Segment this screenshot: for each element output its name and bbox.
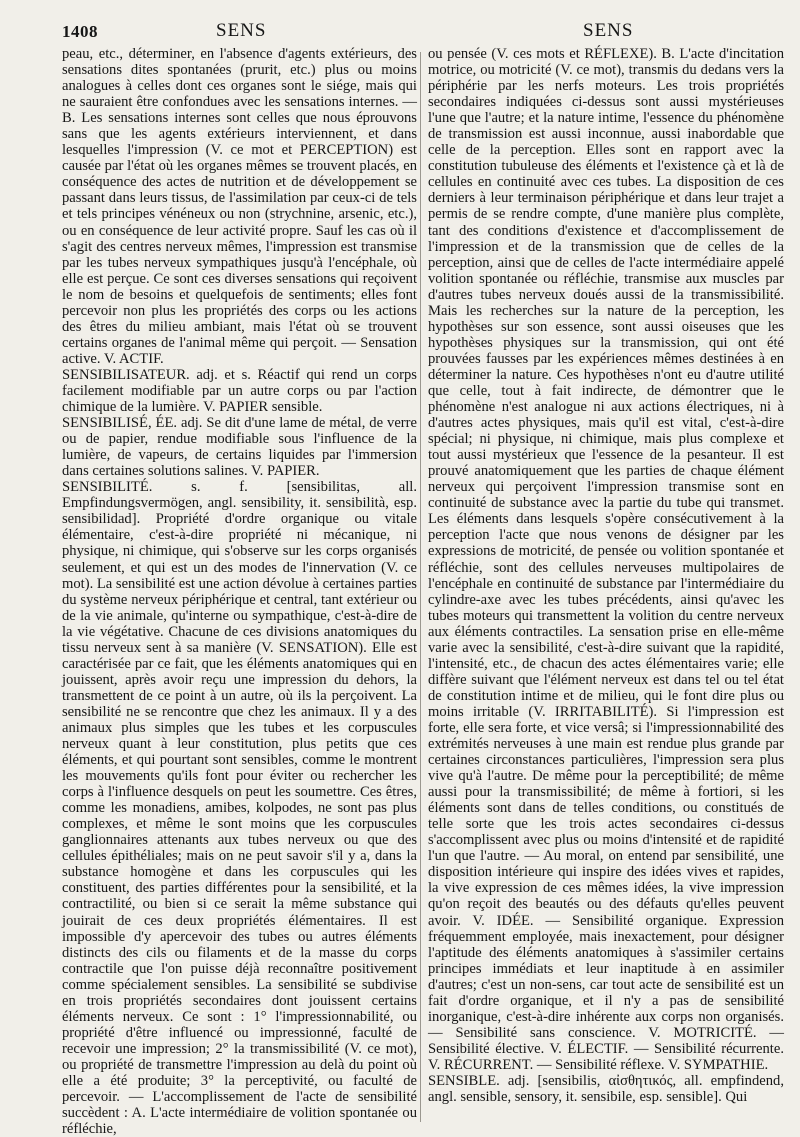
running-head-right: SENS xyxy=(583,20,634,41)
entry-sensible: SENSIBLE. adj. [sensibilis, αἰσθητικός, all. empfindend, angl. sensible, sensory, it. sensibile, esp. sensible]. Qui xyxy=(428,1073,784,1106)
page-header xyxy=(0,14,800,48)
entry-sensibilise: SENSIBILISÉ, ÉE. adj. Se dit d'une lame de métal, de verre ou de papier, rendue modifiable sous l'influence de la lumière, de vapeurs, de certains liquides par l'immersion dans certaines solutions salines. V. PAPIER. xyxy=(62,415,417,480)
paragraph-sensibilite-continued: ou pensée (V. ces mots et RÉFLEXE). B. L'acte d'incitation motrice, ou motricité (V. ce mot), transmis du dedans vers la périphérie par les nerfs moteurs. Les trois propriétés secondaires indiquées ci-dessus sont aussi mystérieuses l'une que l'autre; et la nature intime, l'essence du phénomène de transmission est aussi inconnue, aussi inabordable que celle de la perception. Elles sont en rapport avec la constitution tubuleuse des éléments et l'existence çà et là de cellules en continuité avec ces tubes. La disposition de ces derniers à leur terminaison périphérique et dans leur trajet a permis de se rendre compte, d'une manière plus complète, tant des conditions d'existence et d'accomplissement de l'impression et de la transmission que de celles de la perception, ainsi que de celles de l'acte intermédiaire appelé volition spontanée ou réfléchie, transmise aux muscles par d'autres tubes nerveux doués aussi de la transmissibilité. Mais les recherches sur la nature de la perception, les hypothèses sur son essence, sont aussi oiseuses que les hypothèses physiques sur la transmission, qui ont été prouvées fausses par les expériences mêmes destinées à en déterminer la nature. Ces hypothèses n'ont eu d'autre utilité que celle, tout à fait indirecte, de démontrer que le phénomène n'est analogue ni aux actions électriques, ni à d'autres actes physiques, mais qu'il est vital, c'est-à-dire spécial; ni physique, ni chimique, mais plus complexe et tout aussi mystérieux que l'essence de la pesanteur. Il est prouvé anatomiquement que les parties de chaque élément nerveux qui perçoivent l'impression transmise sont en continuité de substance avec la partie du tube qui transmet. Les éléments dans lesquels s'opère consécutivement à la perception l'acte que nous venons de désigner par les expressions de motricité, de pensée ou volition spontanée et réfléchie, sont des cellules nerveuses multipolaires de l'encéphale en continuité de substance par l'intermédiaire du cylindre-axe avec les tubes précédents, ainsi qu'avec les tubes moteurs qui transmettent la volition du centre nerveux aux éléments contractiles. La sensation prise en elle-même varie avec la sensibilité, c'est-à-dire suivant que la rapidité, l'intensité, etc., de chacun des actes élémentaires varie; elle diffère suivant que l'élément nerveux est dans tel ou tel état de constitution intime et de milieu, qui le font dire plus ou moins irritable (V. IRRITABILITÉ). Si l'impression est forte, elle sera forte, et vice versâ; si l'impressionnabilité des extrémités nerveuses à une main est rendue plus grande par certaines circonstances particulières, l'impression sera plus vive qu'à l'autre. De même pour la perceptibilité; de même aussi pour la transmissibilité; de même à fortiori, si les éléments sont dans de telles conditions, ou constitués de telle sorte que les trois actes secondaires ci-dessus s'accomplissent avec plus ou moins d'intensité et de rapidité l'un que l'autre. — Au moral, on entend par sensibilité, une disposition intérieure qui inspire des idées vives et rapides, la vive expression de ces mêmes idées, la vive impression qu'on reçoit des beautés ou des défauts qu'elles peuvent avoir. V. IDÉE. — Sensibilité organique. Expression fréquemment employée, mais inexactement, pour désigner l'aptitude des éléments anatomiques à s'assimiler certains principes immédiats et leur inaptitude à en assimiler d'autres; c'est un non-sens, car tout acte de sensibilité est un fait d'ordre organique, et il n'y a pas de sensibilité inorganique, c'est-à-dire inhérente aux corps non organisés. — Sensibilité sans conscience. V. MOTRICITÉ. —Sensibilité élective. V. ÉLECTIF. — Sensibilité récurrente. V. RÉCURRENT. — Sensibilité réflexe. V. SYMPATHIE. xyxy=(428,46,784,1073)
column-divider xyxy=(420,52,421,1122)
right-column xyxy=(428,46,784,1128)
running-head-left: SENS xyxy=(216,20,267,41)
page-number: 1408 xyxy=(62,22,98,41)
entry-sensibilisateur: SENSIBILISATEUR. adj. et s. Réactif qui rend un corps facilement modifiable par un autre corps ou par l'action chimique de la lumière. V. PAPIER sensible. xyxy=(62,366,417,416)
paragraph-sensation-continued: peau, etc., déterminer, en l'absence d'agents extérieurs, des sensations dites spontanées (prurit, etc.) plus ou moins analogues à celles dont ces organes sont le siége, mais qui ne sauraient être confondues avec les sensations internes. — B. Les sensations internes sont celles que nous éprouvons sans que les agents extérieurs interviennent, et dans lesquelles l'impression (V. ce mot et PERCEPTION) est causée par l'état où les organes mêmes se trouvent placés, en conséquence des actes de nutrition et de développement se passant dans leurs tissus, de l'assimilation par ceux-ci de tels et tels principes vénéneux ou non (strychnine, arsenic, etc.), ou en conséquence de leur activité propre. Sauf les cas où il s'agit des centres nerveux mêmes, l'impression est transmise par les tubes nerveux sympathiques jusqu'à l'encéphale, où elle est perçue. Ce sont ces diverses sensations qui reçoivent le nom de besoins et quelquefois de sentiments; elles font percevoir non plus les propriétés des corps ou les actions des êtres du milieu ambiant, mais l'état où se trouvent certains organes de l'animal même qui perçoit. — Sensation active. V. ACTIF. xyxy=(62,46,417,367)
left-column xyxy=(62,46,417,1137)
entry-sensibilite: SENSIBILITÉ. s. f. [sensibilitas, all. Empfindungsvermögen, angl. sensibility, it. sensibilità, esp. sensibilidad]. Propriété d'ordre organique ou vitale élémentaire, c'est-à-dire propriété ni mécanique, ni physique, ni chimique, qui s'observe sur les corps organisés seulement, et qui est un des modes de l'innervation (V. ce mot). La sensibilité est une action dévolue à certaines parties du système nerveux périphérique et central, tant extérieur ou de la vie animale, qu'interne ou sympathique, c'est-à-dire de la vie végétative. Chacune de ces divisions anatomiques du tissu nerveux sent à sa manière (V. SENSATION). Elle est caractérisée par ce fait, que les éléments anatomiques qui en jouissent, après avoir reçu une impression du dehors, la transmettent de ce point à un autre, où ils la perçoivent. La sensibilité ne se rencontre que chez les animaux. Il y a des animaux plus simples que les tubes et les corpuscules nerveux quant à leur constitution, plus petits que ces éléments, et qui pourtant sont sensibles, comme le montrent les mouvements qu'ils font pour éviter ou rechercher les corps à l'influence desquels on peut les soumettre. Ces êtres, comme les monadiens, amibes, kolpodes, ne sont pas plus complexes, et même le sont moins que les corpuscules ganglionnaires attenants aux tubes nerveux ou que des cellules épithéliales; mais on ne peut savoir s'il y a, dans la substance homogène et dans les corpuscules qui les constituent, des parties différentes pour la sensibilité, et la contractilité, ou bien si ce serait la même substance qui jouirait de ces deux propriétés élémentaires. Il est impossible d'y apercevoir des tubes ou autres éléments distincts des cils ou filaments et de la masse du corps contractile que l'on puisse déjà reconnaître positivement comme spécialement sensibles. La sensibilité se subdivise en trois propriétés secondaires dont jouissent certains éléments nerveux. Ce sont : 1° l'impressionnabilité, ou propriété d'être influencé ou impressionné, faculté de recevoir une impression; 2° la transmissibilité (V. ce mot), ou propriété de transmettre l'impression au delà du point où elle a été produite; 3° la perceptivité, ou faculté de percevoir. — L'accomplissement de l'acte de sensibilité succèdent : A. L'acte intermédiaire de volition spontanée ou réfléchie, xyxy=(62,479,417,1137)
